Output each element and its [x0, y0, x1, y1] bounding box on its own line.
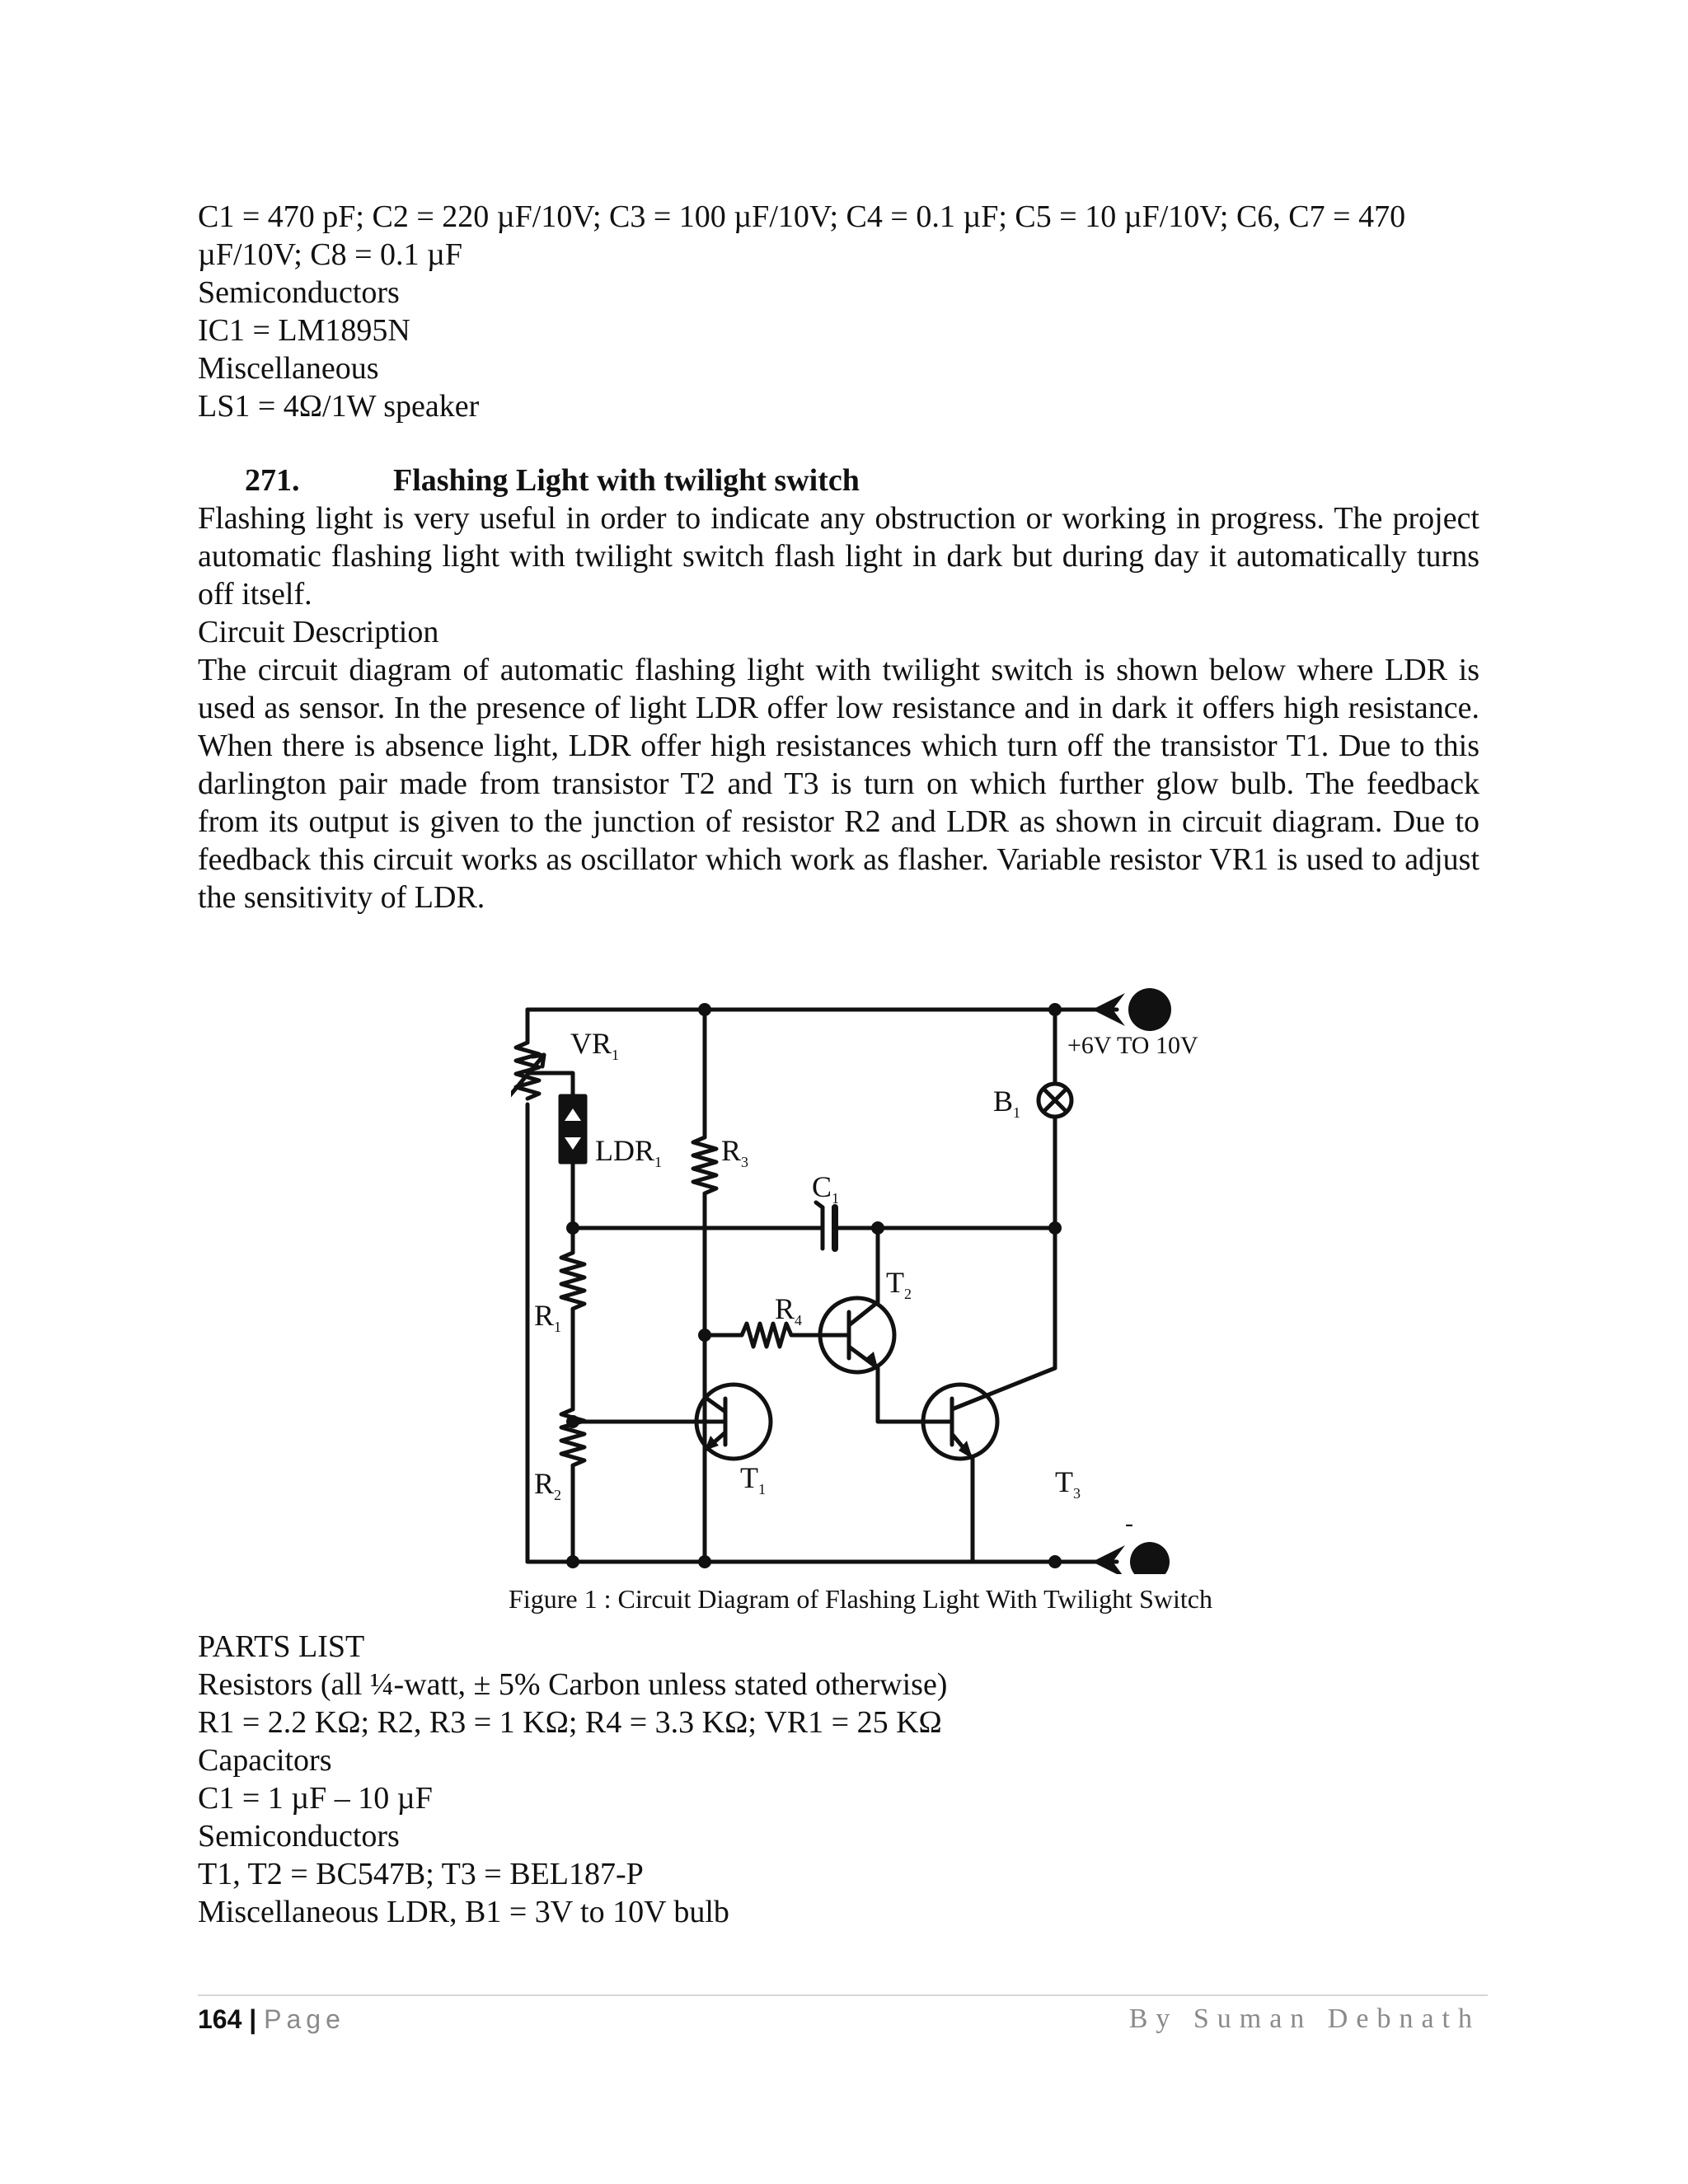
label-r3: $R_3$	[721, 1134, 749, 1170]
list-line: R1 = 2.2 KΩ; R2, R3 = 1 KΩ; R4 = 3.3 KΩ; VR1 = 25 KΩ	[198, 1705, 942, 1740]
positive-terminal	[1128, 988, 1171, 1031]
t2-emitter	[849, 1347, 931, 1422]
node-dot	[566, 1555, 579, 1568]
list-line: LS1 = 4Ω/1W speaker	[198, 389, 480, 424]
node-dot	[698, 1329, 711, 1342]
list-line: Semiconductors	[198, 275, 400, 310]
top-parts-list	[198, 198, 1479, 425]
supply-arrow-top	[1092, 993, 1125, 1026]
t3-collector	[952, 1368, 1055, 1409]
section-number: 271.	[245, 463, 300, 498]
label-r1: $R_1$	[534, 1299, 562, 1335]
t1-collector	[705, 1397, 725, 1412]
t2-base	[831, 1312, 849, 1358]
label-c1: $C_1$	[812, 1170, 840, 1207]
page-number	[198, 2003, 345, 2036]
label-negative: -	[1125, 1510, 1133, 1537]
r1-resistor	[561, 1253, 584, 1409]
node-dot	[698, 1555, 711, 1568]
label-vr1: $VR_1$	[570, 1027, 620, 1063]
label-r2: $R_2$	[534, 1467, 562, 1503]
label-ldr1: $LDR_1$	[595, 1134, 662, 1170]
page-label: Page	[264, 2004, 345, 2034]
section-title: Flashing Light with twilight switch	[393, 463, 860, 498]
t2-arrow	[864, 1352, 878, 1368]
label-t3: $T_3$	[1055, 1465, 1081, 1502]
node-dot	[1048, 1555, 1062, 1568]
circuit-diagram	[511, 981, 1236, 1574]
list-line: µF/10V; C8 = 0.1 µF	[198, 237, 463, 272]
footer-author: By Suman Debnath	[1128, 2004, 1480, 2034]
ldr-body	[560, 1096, 585, 1162]
label-supply-voltage: +6V TO 10V	[1067, 1032, 1198, 1059]
node-dot	[698, 1003, 711, 1016]
list-line: Semiconductors	[198, 1819, 400, 1854]
intro-paragraph: Flashing light is very useful in order to indicate any obstruction or working in progress. The project automatic flashing light with twilight switch flash light in dark but during day it automatically turns off itself.	[198, 501, 1479, 612]
list-line: C1 = 470 pF; C2 = 220 µF/10V; C3 = 100 µF/10V; C4 = 0.1 µF; C5 = 10 µF/10V; C6, C7 = 470	[198, 199, 1406, 234]
t2-collector	[849, 1228, 878, 1325]
label-r4: $R_4$	[775, 1292, 803, 1329]
section-heading	[245, 462, 860, 499]
vr1-resistor	[516, 1043, 539, 1099]
r3-resistor	[693, 1137, 716, 1562]
label-t2: $T_2$	[886, 1266, 912, 1302]
circuit-description-heading: Circuit Description	[198, 615, 439, 649]
r2-resistor	[561, 1409, 584, 1562]
list-line: T1, T2 = BC547B; T3 = BEL187-P	[198, 1857, 644, 1891]
list-line: Miscellaneous	[198, 351, 379, 386]
supply-arrow-bottom	[1092, 1545, 1125, 1574]
r4-resistor	[705, 1324, 831, 1347]
parts-list-title: PARTS LIST	[198, 1629, 365, 1664]
node-dot	[1048, 1221, 1062, 1235]
list-line: IC1 = LM1895N	[198, 313, 410, 348]
list-line: Capacitors	[198, 1743, 332, 1778]
footer-divider	[198, 1994, 1488, 1996]
page-number-separator: |	[249, 2004, 257, 2034]
figure-caption: Figure 1 : Circuit Diagram of Flashing Light With Twilight Switch	[509, 1584, 1212, 1614]
list-line: Resistors (all ¼-watt, ± 5% Carbon unless stated otherwise)	[198, 1667, 948, 1702]
label-b1: $B_1$	[993, 1085, 1021, 1121]
negative-terminal	[1130, 1542, 1170, 1574]
parts-list	[198, 1628, 947, 1931]
label-t1: $T_1$	[740, 1461, 766, 1497]
node-dot	[871, 1221, 884, 1235]
list-line: Miscellaneous LDR, B1 = 3V to 10V bulb	[198, 1895, 729, 1929]
node-dot	[566, 1221, 579, 1235]
node-dot	[566, 1415, 579, 1428]
b1-filament	[1043, 1089, 1067, 1112]
node-dot	[1048, 1003, 1062, 1016]
description-paragraph: The circuit diagram of automatic flashing light with twilight switch is shown below where LDR is used as sensor. In the presence of light LDR offer low resistance and in dark it offers high resistance. When there is absence light, LDR offer high resistances which turn off the transistor T1. Due to this darlington pair made from transistor T2 and T3 is turn on which further glow bulb. The feedback from its output is given to the junction of resistor R2 and LDR as shown in circuit diagram. Due to feedback this circuit works as oscillator which work as flasher. Variable resistor VR1 is used to adjust the sensitivity of LDR.	[198, 653, 1479, 915]
list-line: C1 = 1 µF – 10 µF	[198, 1781, 433, 1816]
t3-base	[931, 1399, 952, 1445]
page-number-value: 164	[198, 2004, 242, 2034]
body-text	[198, 499, 1479, 916]
